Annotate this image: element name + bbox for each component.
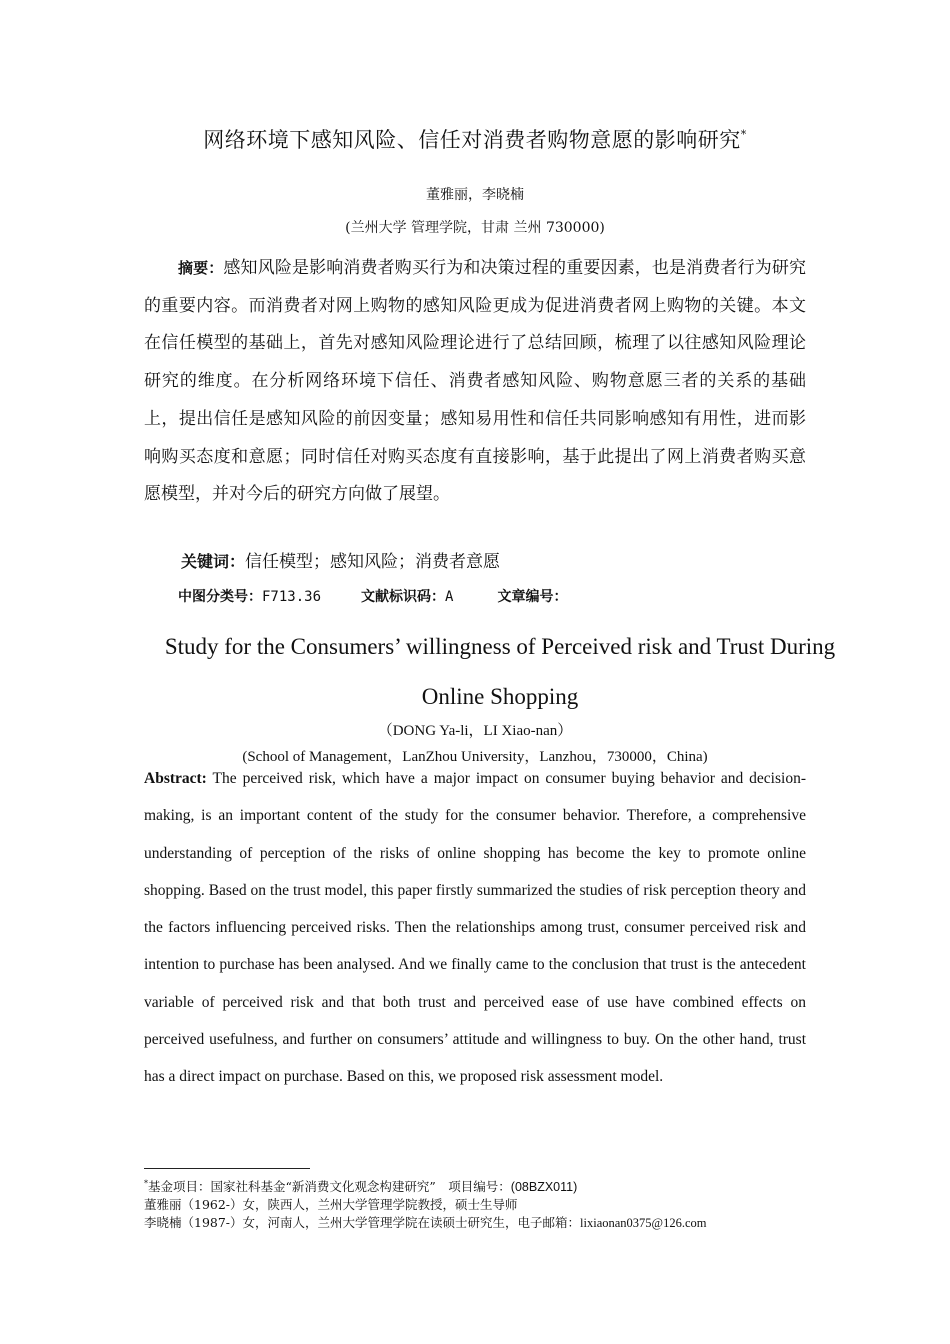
footnote-author2 [144,1214,844,1232]
english-affiliation: (School of Management，LanZhou University，Lanzhou，730000，China) [242,749,708,765]
footnote-author1: 董雅丽（1962-）女，陕西人，兰州大学管理学院教授，硕士生导师 [144,1197,518,1212]
chinese-title-text: 网络环境下感知风险、信任对消费者购物意愿的影响研究 [203,128,741,152]
footnotes [144,1175,844,1232]
chinese-keywords-text: 信任模型；感知风险；消费者意愿 [245,552,501,572]
english-abstract-label: Abstract: [144,770,207,787]
english-abstract-text: The perceived risk, which have a major impact on consumer buying behavior and decision-making, is an important content of the study for the consumer behavior. Therefore, a comprehensive understanding of perception of the risks of online shopping has become the key to promote online shopping. Based on the trust model, this paper firstly summarized the studies of risk perception theory and the factors influencing perceived risks. Then the relationships among trust, consumer perceived risk and intention to purchase has been analysed. And we finally came to the conclusion that trust is the antecedent variable of perceived risk and that both trust and perceived ease of use have combined effects on perceived usefulness, and further on consumers’ attitude and willingness to buy. On the other hand, trust has a direct impact on purchase. Based on this, we proposed risk assessment model. [144,770,806,1086]
fund-code: (08BZX011) [510,1180,578,1194]
clc-value: F713.36 [262,589,322,605]
chinese-keywords-label: 关键词： [181,552,246,571]
chinese-abstract-text: 感知风险是影响消费者购买行为和决策过程的重要因素，也是消费者行为研究的重要内容。而消费者对网上购物的感知风险更成为促进消费者网上购物的关键。本文在信任模型的基础上，首先对感知风险理论进行了总结回顾，梳理了以往感知风险理论研究的维度。在分析网络环境下信任、消费者感知风险、购物意愿三者的关系的基础上，提出信任是感知风险的前因变量；感知易用性和信任共同影响感知有用性，进而影响购买态度和意愿；同时信任对购买态度有直接影响，基于此提出了网上消费者购买意愿模型，并对今后的研究方向做了展望。 [144,258,806,505]
chinese-affiliation: (兰州大学 管理学院，甘肃 兰州 730000) [345,220,605,236]
chinese-keywords [181,547,500,572]
english-abstract [144,760,806,1096]
english-title: Study for the Consumers’ willingness of Perceived risk and Trust During Online Shopping [164,634,836,709]
article-no-label: 文章编号： [497,589,568,605]
fund-footnote-mark: * [144,1179,148,1188]
footnote-fund [144,1175,844,1196]
classification-line [178,586,567,606]
chinese-authors: 董雅丽，李晓楠 [426,187,524,203]
doc-code-label: 文献标识码： [361,589,446,605]
fund-text: 基金项目：国家社科基金“新消费文化观念构建研究” 项目编号： [148,1179,511,1194]
english-authors: （DONG Ya-li，LI Xiao-nan） [377,723,573,739]
doc-code-value: A [445,589,454,605]
chinese-abstract [144,250,806,514]
clc-label: 中图分类号： [178,589,262,605]
chinese-title [0,124,950,154]
title-footnote-mark: * [740,128,747,141]
author2-text: 李晓楠（1987-）女，河南人，兰州大学管理学院在读硕士研究生，电子邮箱： [144,1215,581,1230]
footnote-divider [144,1168,310,1169]
author2-email: lixiaonan0375@126.com [580,1216,707,1230]
chinese-abstract-label: 摘要： [178,259,224,277]
